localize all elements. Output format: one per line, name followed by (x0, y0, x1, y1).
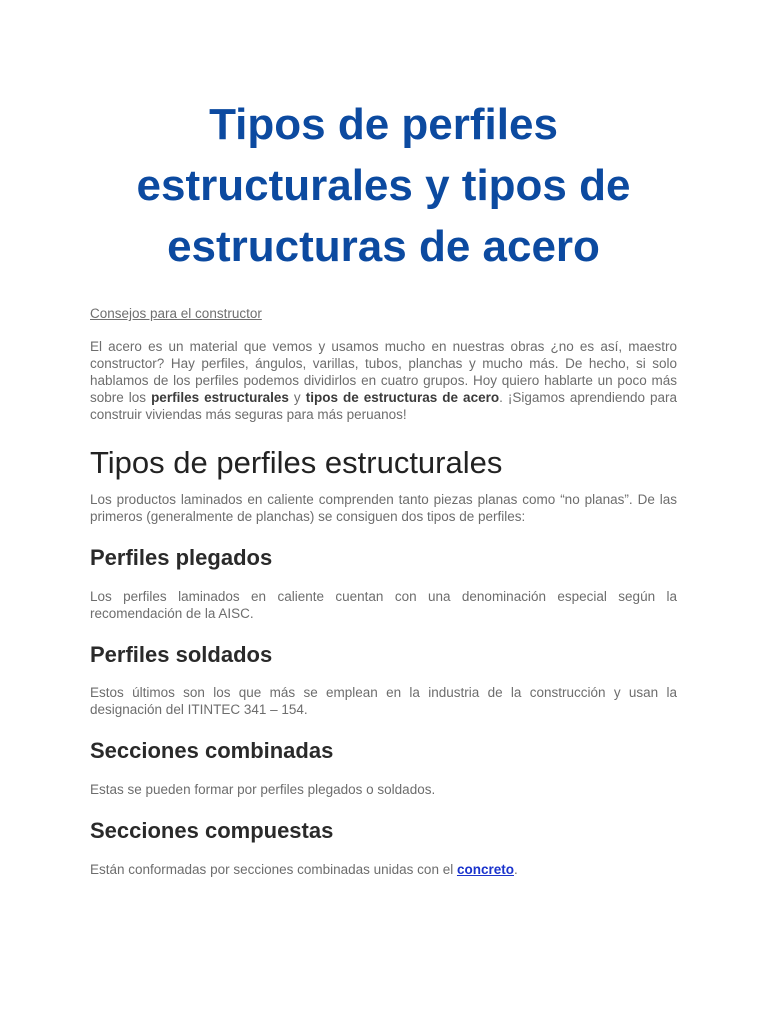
subsection-text-combinadas: Estas se pueden formar por perfiles plegados o soldados. (90, 782, 436, 797)
subsection-text-plegados: Los perfiles laminados en caliente cuentan con una denominación especial según la recomendación de la AISC. (90, 589, 677, 621)
subsection-text-soldados: Estos últimos son los que más se emplean en la industria de la construcción y usan la designación del ITINTEC 341 – 154. (90, 685, 677, 717)
page-title: Tipos de perfiles estructurales y tipos de estructuras de acero (136, 100, 631, 271)
subsection-heading-plegados: Perfiles plegados (90, 545, 273, 570)
intro-paragraph (90, 338, 677, 423)
subsection-heading-compuestas: Secciones compuestas (90, 818, 334, 843)
concreto-link[interactable]: concreto (456, 862, 514, 877)
intro-text-2: y (288, 390, 306, 405)
section-paragraph: Los productos laminados en caliente comprenden tanto piezas planas como “no planas”. De las primeros (generalmente de planchas) se consiguen dos tipos de perfiles: (90, 492, 677, 524)
category-link[interactable]: Consejos para el constructor (90, 306, 262, 321)
section-heading: Tipos de perfiles estructurales (90, 445, 503, 480)
compuestas-text-before: Están conformadas por secciones combinadas unidas con el (90, 862, 457, 877)
intro-bold-tipos: tipos de estructuras de acero (305, 390, 500, 405)
subsection-heading-combinadas: Secciones combinadas (90, 738, 334, 763)
compuestas-text-after: . (513, 862, 518, 877)
intro-text-1: El acero es un material que vemos y usamos mucho en nuestras obras ¿no es así, maestro constructor? Hay perfiles, ángulos, varillas, tubos, planchas y mucho más. De hecho, si solo hablamos de los perfiles podemos dividirlos en cuatro grupos. Hoy quiero hablarte un poco más sobre los (90, 339, 677, 405)
intro-bold-perfiles: perfiles estructurales (151, 390, 289, 405)
subsection-text-compuestas (90, 861, 677, 878)
intro-text-3: . ¡Sigamos aprendiendo para construir viviendas más seguras para más peruanos! (90, 390, 678, 422)
subsection-heading-soldados: Perfiles soldados (90, 642, 273, 667)
